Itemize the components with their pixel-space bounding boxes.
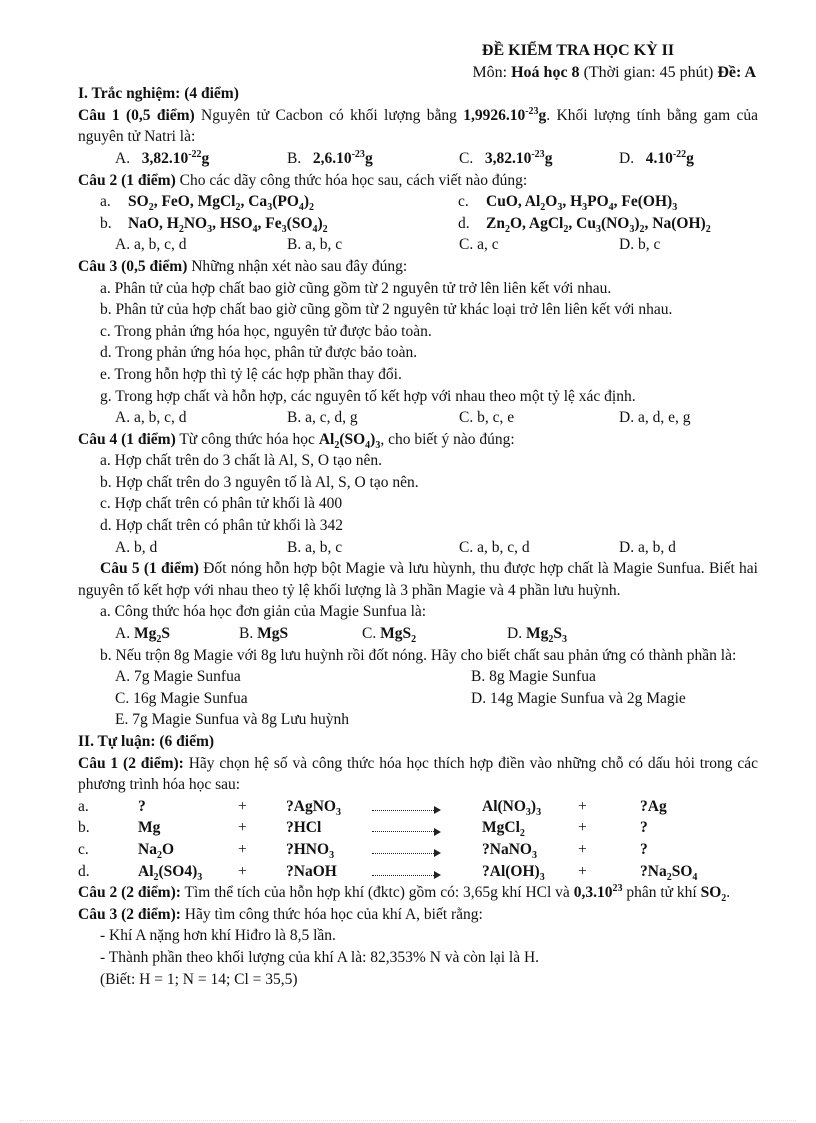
essay-3: Câu 3 (2 điểm): Hãy tìm công thức hóa học của khí A, biết rằng: bbox=[78, 905, 483, 923]
q3-item-e: e. Trong hỗn hợp thì tỷ lệ các hợp phần thay đổi. bbox=[100, 365, 402, 383]
question-4: Câu 4 (1 điểm) Từ công thức hóa học $Al_2(SO_4)_3$, cho biết ý nào đúng: bbox=[78, 430, 515, 451]
q2-answer-b: B. a, b, c bbox=[287, 236, 343, 254]
q3-answer-a: A. a, b, c, d bbox=[115, 409, 187, 427]
q3-item-c: c. Trong phản ứng hóa học, nguyên tử được bảo toàn. bbox=[100, 322, 432, 340]
part1-title: I. Trắc nghiệm: (4 điểm) bbox=[78, 85, 239, 103]
q5-a-option-b: B. MgS bbox=[239, 625, 289, 643]
essay-3-item-1: - Khí A nặng hơn khí Hiđro là 8,5 lần. bbox=[100, 927, 336, 945]
essay-1: Câu 1 (2 điểm): Hãy chọn hệ số và công thức hóa học thích hợp điền vào những chỗ có dấu hỏi trong các phương trình hóa học sau: bbox=[78, 754, 758, 794]
q1-option-b: B. $2,6.10^{-23}g$ bbox=[287, 148, 373, 167]
q4-item-c: c. Hợp chất trên có phân tử khối là 400 bbox=[100, 495, 343, 513]
q3-answer-c: C. b, c, e bbox=[459, 409, 515, 427]
q5-b-option-b: B. 8g Magie Sunfua bbox=[471, 668, 596, 686]
q4-answer-c: C. a, b, c, d bbox=[459, 538, 530, 556]
equation-a: a. ? + ?AgNO$_3$ $Al(NO_3)_3$ + ?Ag bbox=[78, 797, 667, 818]
q3-item-a: a. Phân tử của hợp chất bao giờ cũng gồm từ 2 nguyên tử trở lên liên kết với nhau. bbox=[100, 279, 612, 297]
question-1-options bbox=[78, 148, 758, 170]
exam-page bbox=[78, 40, 758, 990]
q5-b-row2 bbox=[78, 688, 758, 710]
part2-title: II. Tự luận: (6 điểm) bbox=[78, 733, 215, 750]
q1-option-a: A. $3,82.10^{-22}g$ bbox=[115, 148, 210, 167]
q5-sub-b: b. Nếu trộn 8g Magie với 8g lưu huỳnh rồi đốt nóng. Hãy cho biết chất sau phản ứng có thành phần là: bbox=[100, 646, 737, 664]
q3-answers bbox=[78, 407, 758, 429]
question-2: Câu 2 (1 điểm) Cho các dãy công thức hóa học sau, cách viết nào đúng: bbox=[78, 171, 528, 189]
q1-option-d: D. $4.10^{-22}g$ bbox=[619, 148, 694, 167]
q2-option-a: $SO_2$, FeO, MgCl$_2$, $Ca_3(PO_4)_2$ bbox=[128, 193, 315, 214]
q2-row-ac: a. $SO_2$, FeO, MgCl$_2$, $Ca_3(PO_4)_2$ c. CuO, $Al_2O_3$, $H_3PO_4$, $Fe(OH)_3$ bbox=[100, 193, 678, 214]
q4-answer-a: A. b, d bbox=[115, 538, 158, 556]
q2-answer-a: A. a, b, c, d bbox=[115, 236, 187, 254]
q5-a-option-d: D. $Mg_2S_3$ bbox=[507, 625, 567, 646]
exam-subtitle: Môn: Hoá học 8 (Thời gian: 45 phút) Đề: A bbox=[472, 63, 756, 81]
q4-answers bbox=[78, 537, 758, 559]
q4-item-d: d. Hợp chất trên có phân tử khối là 342 bbox=[100, 517, 344, 535]
q2-row-bd: b. NaO, $H_2NO_3$, $HSO_4$, $Fe_3(SO_4)_2$ d. $Zn_2O$, AgCl$_2$, $Cu_3(NO_3)_2$, $Na(OH)_2$ bbox=[100, 214, 711, 235]
arrow-icon bbox=[372, 828, 441, 836]
q3-item-b: b. Phân tử của hợp chất bao giờ cũng gồm từ 2 nguyên tử khác loại trở lên liên kết với nhau. bbox=[100, 301, 673, 319]
essay-2: Câu 2 (2 điểm): Tìm thể tích của hỗn hợp khí (đktc) gồm có: 3,65g khí HCl và 0,3.10$^{23}$ phân tử khí $SO_2$. bbox=[78, 883, 731, 905]
q2-option-c: CuO, $Al_2O_3$, $H_3PO_4$, $Fe(OH)_3$ bbox=[486, 193, 678, 214]
arrow-icon bbox=[372, 806, 441, 814]
arrow-icon bbox=[372, 871, 441, 879]
q2-option-b: NaO, $H_2NO_3$, $HSO_4$, $Fe_3(SO_4)_2$ bbox=[128, 214, 328, 235]
q4-item-b: b. Hợp chất trên do 3 nguyên tố là Al, S, O tạo nên. bbox=[100, 473, 419, 491]
essay-3-item-2: - Thành phần theo khối lượng của khí A là: 82,353% N và còn lại là H. bbox=[100, 948, 540, 966]
q2-answer-c: C. a, c bbox=[459, 236, 499, 254]
q3-item-g: g. Trong hợp chất và hỗn hợp, các nguyên tố kết hợp với nhau theo một tỷ lệ xác định. bbox=[100, 387, 636, 405]
q5-b-option-a: A. 7g Magie Sunfua bbox=[115, 668, 241, 686]
equation-b: b. Mg + ?HCl MgCl$_2$ + ? bbox=[78, 819, 648, 840]
exam-title: ĐỀ KIỂM TRA HỌC KỲ II bbox=[481, 42, 675, 59]
equation-c: c. $Na_2O$ + $?HNO_3$ ?NaNO$_3$ + ? bbox=[78, 840, 648, 862]
q2-answers bbox=[78, 234, 758, 256]
question-3: Câu 3 (0,5 điểm) Những nhận xét nào sau đây đúng: bbox=[78, 257, 408, 275]
q4-answer-d: D. a, b, d bbox=[619, 538, 676, 556]
q5-a-options bbox=[78, 623, 758, 645]
q5-a-option-c: C. MgS$_2$ bbox=[362, 625, 417, 646]
arrow-icon bbox=[372, 849, 441, 857]
q5-sub-a: a. Công thức hóa học đơn giản của Magie Sunfua là: bbox=[100, 603, 427, 621]
q5-a-option-a: A. $Mg_2S$ bbox=[115, 625, 170, 646]
question-5: Câu 5 (1 điểm) Đốt nóng hỗn hợp bột Magie và lưu hùynh, thu được hợp chất là Magie Sunfua. Biết hai nguyên tố kết hợp với nhau theo tỷ lệ khối lượng là 3 phần Magie và 4 phần lưu huỳnh. bbox=[78, 560, 758, 599]
q3-answer-d: D. a, d, e, g bbox=[619, 409, 691, 427]
q5-b-option-d: D. 14g Magie Sunfua và 2g Magie bbox=[471, 689, 686, 707]
essay-3-item-3: (Biết: H = 1; N = 14; Cl = 35,5) bbox=[100, 970, 298, 988]
page-footer-divider bbox=[20, 1120, 796, 1121]
q1-option-c: C. $3,82.10^{-23}g$ bbox=[459, 148, 553, 167]
q5-b-row1 bbox=[78, 666, 758, 688]
q4-answer-b: B. a, b, c bbox=[287, 538, 343, 556]
q5-b-option-e: E. 7g Magie Sunfua và 8g Lưu huỳnh bbox=[115, 711, 349, 729]
q5-b-option-c: C. 16g Magie Sunfua bbox=[115, 689, 248, 707]
q2-option-d: $Zn_2O$, AgCl$_2$, $Cu_3(NO_3)_2$, $Na(OH)_2$ bbox=[486, 214, 711, 235]
q2-answer-d: D. b, c bbox=[619, 236, 661, 254]
q4-item-a: a. Hợp chất trên do 3 chất là Al, S, O tạo nên. bbox=[100, 452, 382, 470]
q3-answer-b: B. a, c, d, g bbox=[287, 409, 358, 427]
q3-item-d: d. Trong phản ứng hóa học, phân tử được bảo toàn. bbox=[100, 344, 418, 362]
equation-d: d. $Al_2(SO4)_3$ + ?NaOH $?Al(OH)_3$ + $?Na_2SO_4$ bbox=[78, 862, 698, 883]
question-1: Câu 1 (0,5 điểm) Nguyên tử Cacbon có khối lượng bằng $1,9926.10^{-23}g$. Khối lượng tính bằng gam của nguyên tử Natri là: bbox=[78, 105, 758, 146]
